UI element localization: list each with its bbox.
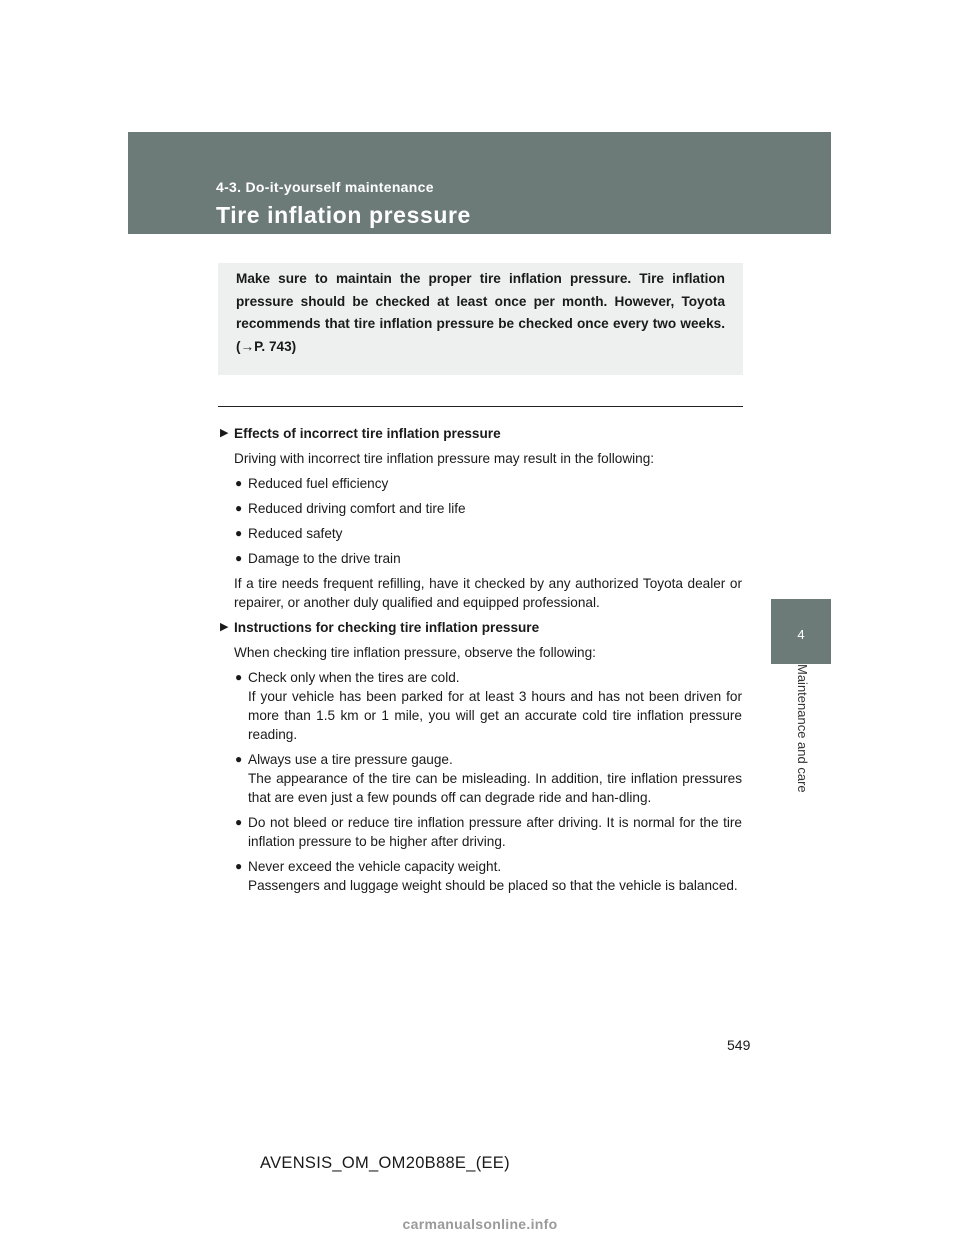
section-label: 4-3. Do-it-yourself maintenance xyxy=(216,179,434,195)
bullet-dot-icon: ● xyxy=(235,501,243,515)
chapter-header xyxy=(128,132,831,234)
bullet-dot-icon: ● xyxy=(235,859,243,873)
chapter-side-label xyxy=(771,664,831,814)
list-item: ● Always use a tire pressure gauge. The appearance of the tire can be misleading. In addition, tire inflation pressures that are even just a few pounds off can degrade ride and han-dling. xyxy=(235,752,742,805)
bullet-dot-icon: ● xyxy=(235,815,243,829)
triangle-right-icon: ▶ xyxy=(220,427,229,439)
section-heading: ▶ Effects of incorrect tire inflation pressure xyxy=(220,426,501,441)
bullet-dot-icon: ● xyxy=(235,670,243,684)
section-lead: Driving with incorrect tire inflation pressure may result in the following: xyxy=(234,451,655,466)
document-code: AVENSIS_OM_OM20B88E_(EE) xyxy=(260,1154,510,1172)
chapter-tab xyxy=(771,599,831,664)
list-item: ● Reduced safety xyxy=(235,526,343,541)
list-item: ● Reduced driving comfort and tire life xyxy=(235,501,466,516)
list-item: ● Do not bleed or reduce tire inflation pressure after driving. It is normal for the tire inflation pressure to be higher after driving. xyxy=(235,815,742,849)
list-item: ● Check only when the tires are cold. If your vehicle has been parked for at least 3 hours and has not been driven for more than 1.5 km or 1 mile, you will get an accurate cold tire inflation pressure reading. xyxy=(235,670,742,742)
watermark: carmanualsonline.info xyxy=(402,1216,558,1232)
bullet-dot-icon: ● xyxy=(235,551,243,565)
list-item: ● Never exceed the vehicle capacity weight. Passengers and luggage weight should be placed so that the vehicle is balanced. xyxy=(235,859,738,893)
list-item: ● Reduced fuel efficiency xyxy=(235,476,389,491)
triangle-right-icon: ▶ xyxy=(220,621,229,633)
section-trail: If a tire needs frequent refilling, have it checked by any authorized Toyota dealer or repairer, or another duly qualified and equipped professional. xyxy=(234,576,742,610)
list-item: ● Damage to the drive train xyxy=(235,551,401,566)
main-content xyxy=(220,424,742,901)
chapter-number: 4 xyxy=(797,627,805,642)
intro-box: Make sure to maintain the proper tire inflation pressure. Tire inflation pressure should be checked at least once per month. However, Toyota recommends that tire inflation pressure be checked once every two weeks. (→P. 743) xyxy=(218,263,743,375)
divider xyxy=(218,406,743,407)
page-number: 549 xyxy=(727,1037,751,1053)
chapter-name: Maintenance and care xyxy=(795,664,810,793)
bullet-dot-icon: ● xyxy=(235,476,243,490)
section-lead: When checking tire inflation pressure, observe the following: xyxy=(234,645,596,660)
bullet-dot-icon: ● xyxy=(235,752,243,766)
page-title: Tire inflation pressure xyxy=(216,202,471,228)
section-heading: ▶ Instructions for checking tire inflation pressure xyxy=(220,620,540,635)
bullet-dot-icon: ● xyxy=(235,526,243,540)
